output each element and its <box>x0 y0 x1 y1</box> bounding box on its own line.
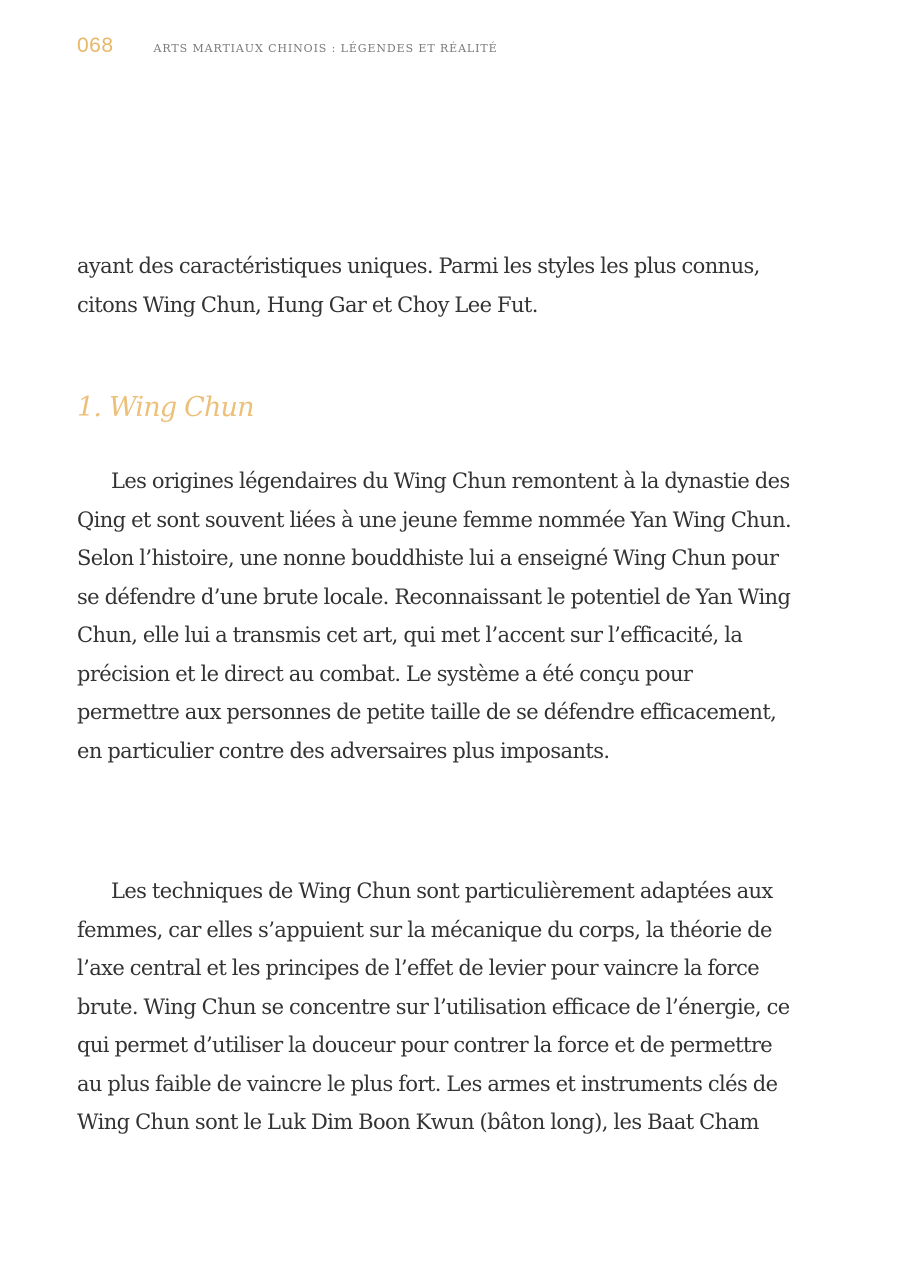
running-title: ARTS MARTIAUX CHINOIS : LÉGENDES ET RÉALITÉ <box>153 42 498 55</box>
body-paragraph: Les techniques de Wing Chun sont particulièrement adaptées aux femmes, car elles s’appuient sur la mécanique du corps, la théorie de l’axe central et les principes de l’effet de levier pour vaincre la force brute. Wing Chun se concentre sur l’utilisation efficace de l’énergie, ce qui permet d’utiliser la douceur pour contrer la force et de permettre au plus faible de vaincre le plus fort. Les armes et instruments clés de Wing Chun sont le Luk Dim Boon Kwun (bâton long), les Baat Cham <box>77 879 790 1134</box>
section-heading: 1. Wing Chun <box>77 392 254 423</box>
page-number: 068 <box>77 34 114 57</box>
intro-paragraph: ayant des caractéristiques uniques. Parmi les styles les plus connus, citons Wing Chun, Hung Gar et Choy Lee Fut. <box>77 254 760 317</box>
running-header <box>77 34 498 58</box>
body-paragraph: Les origines légendaires du Wing Chun remontent à la dynastie des Qing et sont souvent liées à une jeune femme nommée Yan Wing Chun. Selon l’histoire, une nonne bouddhiste lui a enseigné Wing Chun pour se défendre d’une brute locale. Reconnaissant le potentiel de Yan Wing Chun, elle lui a transmis cet art, qui met l’accent sur l’efficacité, la précision et le direct au combat. Le système a été conçu pour permettre aux personnes de petite taille de se défendre efficacement, en particulier contre des adversaires plus imposants. <box>77 469 792 763</box>
